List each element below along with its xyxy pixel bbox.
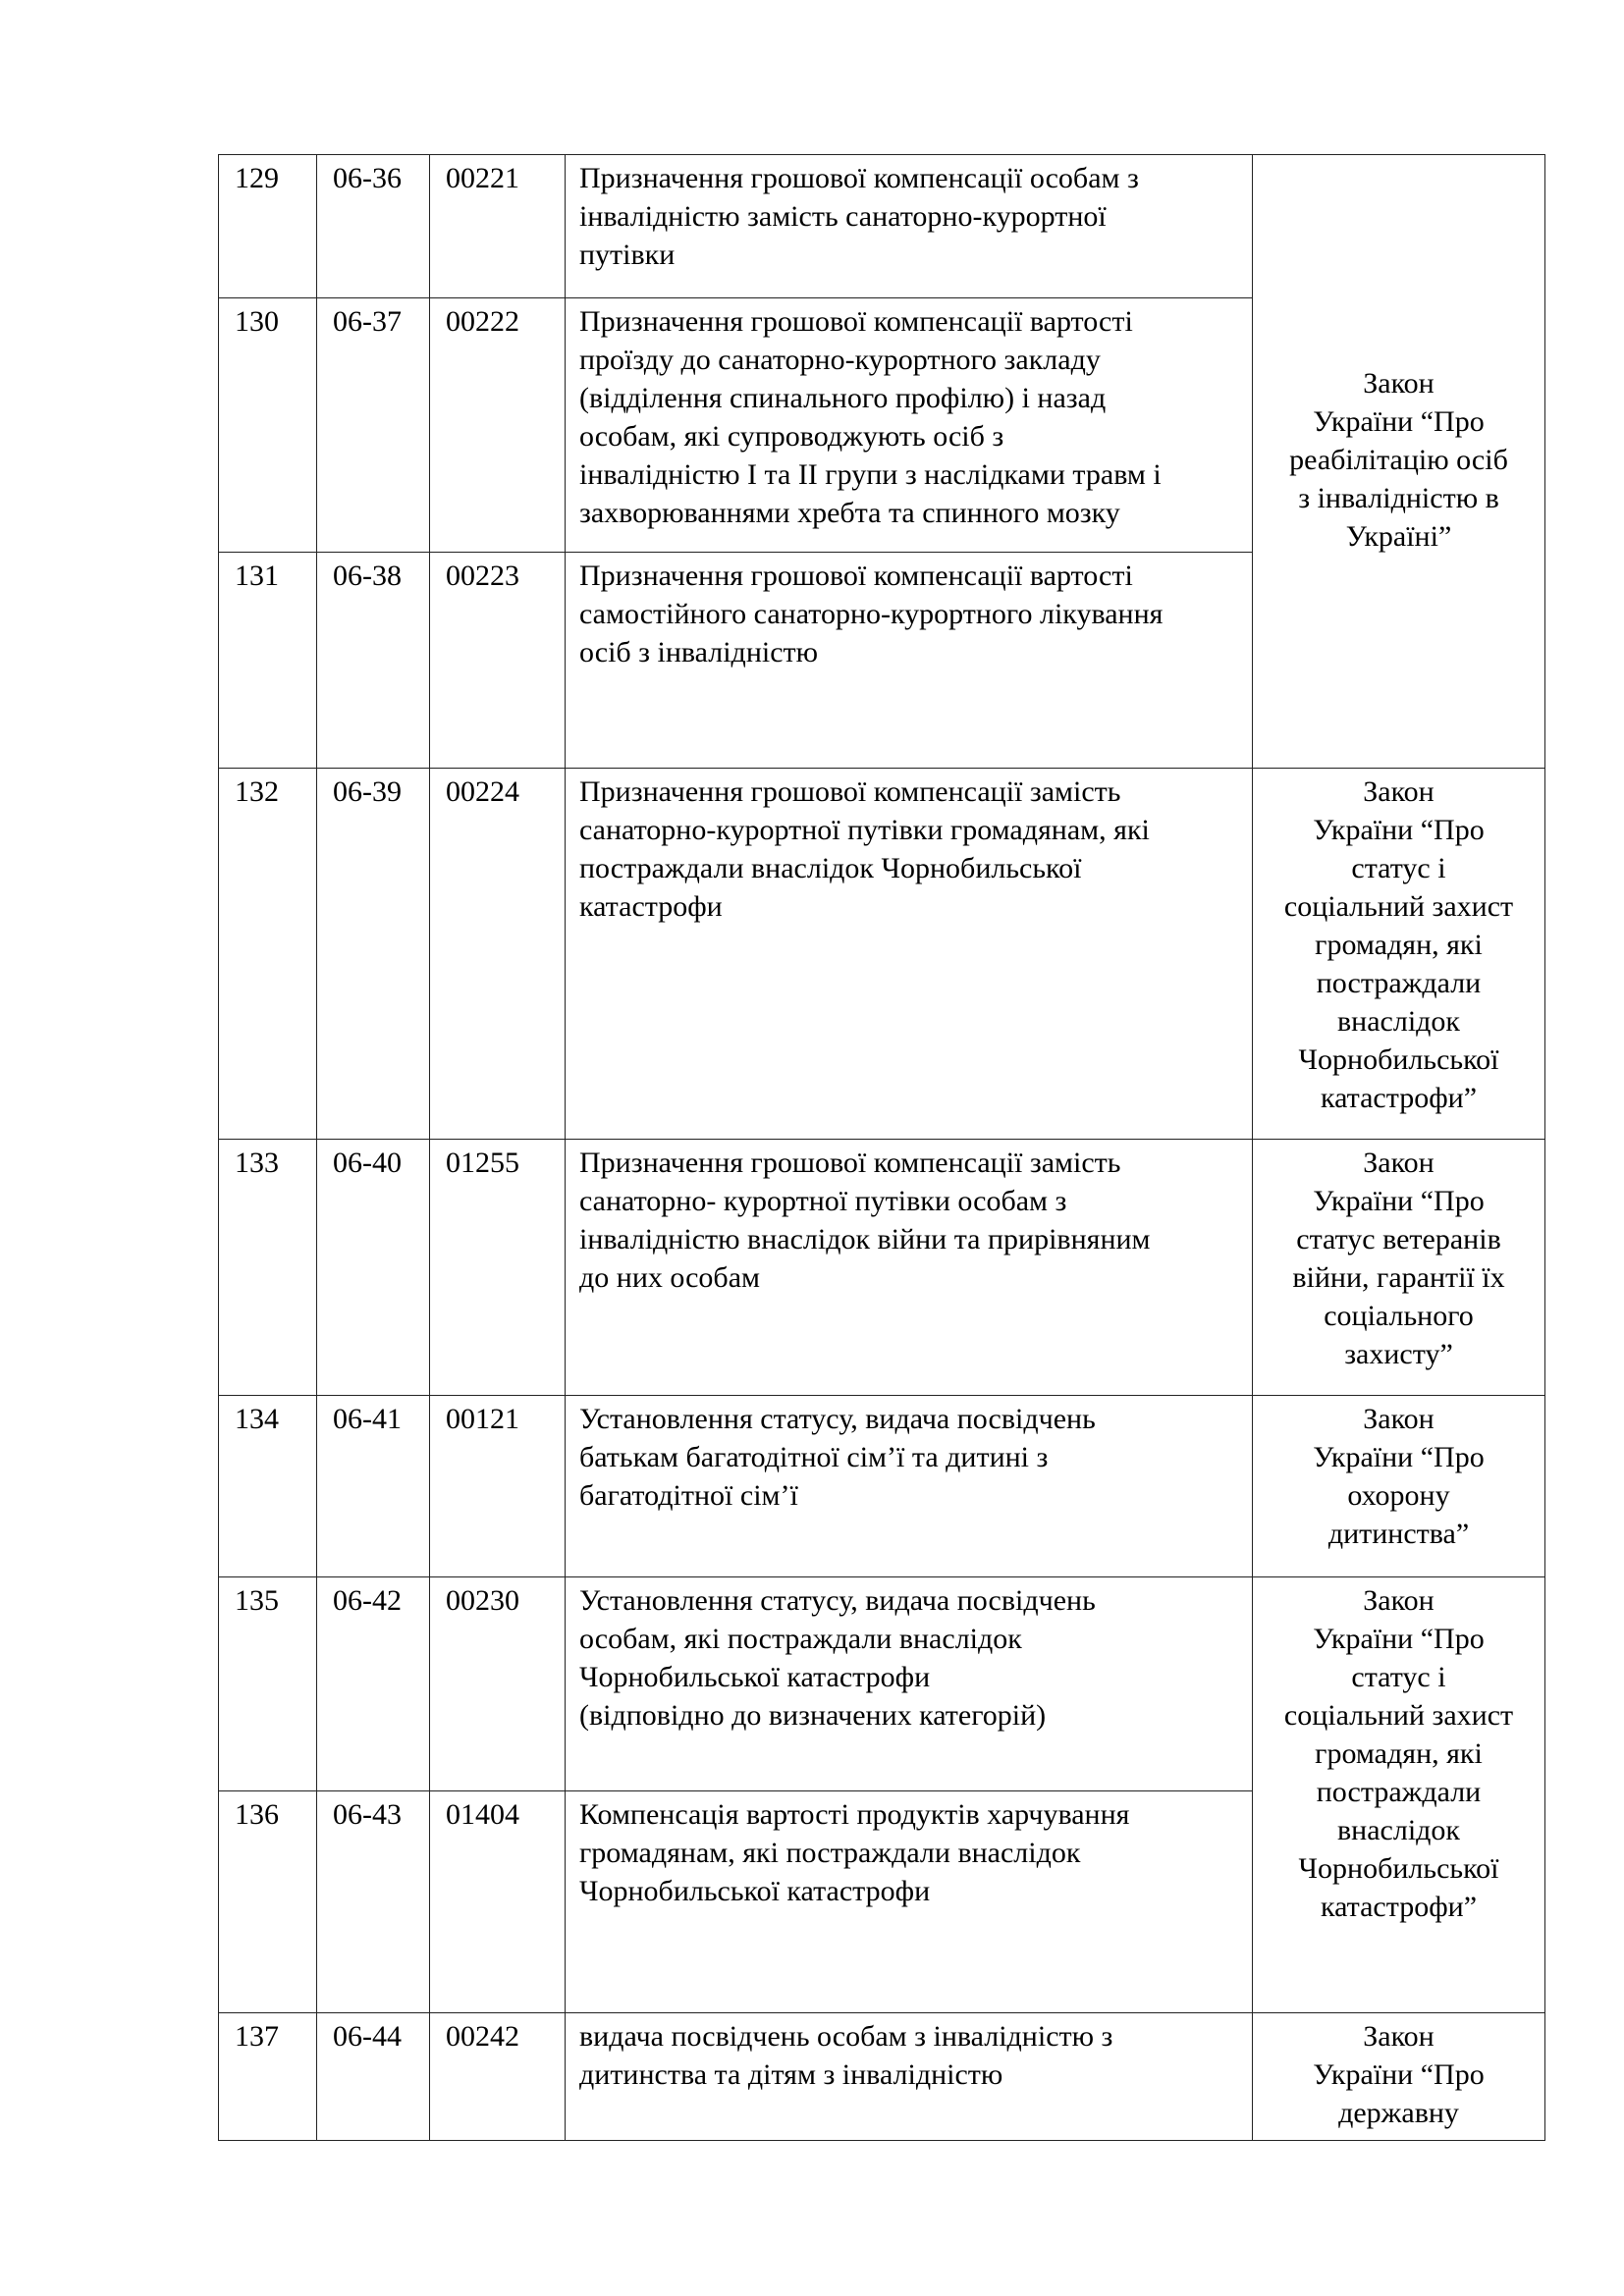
services-table (218, 154, 1545, 2141)
row-number: 132 (235, 775, 279, 808)
law-line: України “Про (1313, 814, 1485, 846)
description-line: Призначення грошової компенсації замість (579, 775, 1121, 808)
law-reference (1253, 1396, 1545, 1577)
service-id: 01404 (446, 1798, 519, 1831)
service-code-cell (317, 1396, 430, 1577)
service-id-cell (430, 1396, 566, 1577)
service-code: 06-39 (333, 775, 402, 808)
law-line: України “Про (1313, 1623, 1485, 1655)
law-reference (1253, 2013, 1545, 2141)
row-number: 134 (235, 1403, 279, 1435)
service-code-cell (317, 1140, 430, 1396)
table-row (219, 769, 1545, 1140)
law-line: катастрофи” (1320, 1891, 1478, 1923)
law-line: соціального (1324, 1300, 1474, 1332)
service-id-cell (430, 1577, 566, 1791)
service-id-cell (430, 2013, 566, 2141)
description-line: санаторно- курортної путівки особам з (579, 1185, 1067, 1217)
description-line: Призначення грошової компенсації вартості (579, 560, 1133, 592)
service-id: 00221 (446, 162, 519, 194)
law-line: катастрофи” (1320, 1082, 1478, 1114)
row-number: 130 (235, 305, 279, 338)
service-code: 06-36 (333, 162, 402, 194)
service-code-cell (317, 553, 430, 769)
row-number-cell (219, 1140, 317, 1396)
law-reference (1253, 1140, 1545, 1396)
service-id-cell (430, 155, 566, 298)
service-description (566, 155, 1253, 298)
description-line: санаторно-курортної путівки громадянам, які (579, 814, 1150, 846)
service-id: 00230 (446, 1584, 519, 1617)
law-line: дитинства” (1327, 1518, 1470, 1550)
table-row (219, 1140, 1545, 1396)
law-line: Закон (1363, 1584, 1435, 1617)
law-line: війни, гарантії їх (1292, 1261, 1505, 1294)
row-number: 135 (235, 1584, 279, 1617)
row-number-cell (219, 2013, 317, 2141)
service-code: 06-44 (333, 2020, 402, 2053)
description-line: осіб з інвалідністю (579, 636, 819, 668)
law-line: державну (1338, 2097, 1459, 2129)
description-line: Чорнобильської катастрофи (579, 1875, 931, 1907)
description-line: проїзду до санаторно-курортного закладу (579, 344, 1101, 376)
service-description (566, 1140, 1253, 1396)
description-line: інвалідністю внаслідок війни та прирівняним (579, 1223, 1151, 1255)
service-description (566, 1791, 1253, 2013)
law-line: Україні” (1345, 519, 1452, 553)
law-line: України “Про (1313, 2058, 1485, 2091)
description-line: Призначення грошової компенсації вартості (579, 305, 1133, 338)
description-line: видача посвідчень особам з інвалідністю з (579, 2020, 1113, 2053)
row-number-cell (219, 1577, 317, 1791)
law-line: соціальний захист (1283, 1699, 1514, 1732)
description-line: інвалідністю I та II групи з наслідками травм і (579, 458, 1162, 491)
table-row (219, 1577, 1545, 1791)
description-line: багатодітної сім’ї (579, 1479, 798, 1512)
row-number-cell (219, 769, 317, 1140)
law-line: Закон (1363, 1403, 1435, 1435)
row-number: 131 (235, 560, 279, 592)
law-line: громадян, які (1315, 929, 1483, 961)
law-line: Чорнобильської (1298, 1852, 1499, 1885)
description-line: (відділення спинального профілю) і назад (579, 382, 1107, 414)
row-number: 137 (235, 2020, 279, 2053)
service-description (566, 553, 1253, 769)
description-line: путівки (579, 239, 676, 271)
law-line: статус і (1351, 1661, 1446, 1693)
law-reference (1253, 155, 1545, 769)
law-line: внаслідок (1337, 1005, 1460, 1038)
table-row (219, 155, 1545, 298)
service-description (566, 1396, 1253, 1577)
description-line: Установлення статусу, видача посвідчень (579, 1584, 1096, 1617)
service-id: 00242 (446, 2020, 519, 2053)
service-id: 00224 (446, 775, 519, 808)
law-line: охорону (1347, 1479, 1450, 1512)
description-line: особам, які постраждали внаслідок (579, 1623, 1022, 1655)
service-description (566, 1577, 1253, 1791)
law-line: статус і (1351, 852, 1446, 884)
service-code-cell (317, 1791, 430, 2013)
description-line: самостійного санаторно-курортного лікування (579, 598, 1164, 630)
description-line: громадянам, які постраждали внаслідок (579, 1837, 1081, 1869)
law-line: України “Про (1313, 1441, 1485, 1473)
law-line: Закон (1363, 366, 1435, 400)
service-id-cell (430, 553, 566, 769)
service-id-cell (430, 769, 566, 1140)
row-number: 136 (235, 1798, 279, 1831)
service-description (566, 769, 1253, 1140)
service-id: 00223 (446, 560, 519, 592)
row-number-cell (219, 155, 317, 298)
service-code: 06-41 (333, 1403, 402, 1435)
description-line: інвалідністю замість санаторно-курортної (579, 200, 1107, 233)
description-line: захворюваннями хребта та спинного мозку (579, 497, 1120, 529)
table-row (219, 1396, 1545, 1577)
service-id-cell (430, 298, 566, 553)
law-line: реабілітацію осіб (1289, 443, 1508, 476)
description-line: катастрофи (579, 890, 723, 923)
service-code-cell (317, 1577, 430, 1791)
service-code-cell (317, 155, 430, 298)
description-line: Призначення грошової компенсації особам з (579, 162, 1139, 194)
row-number-cell (219, 553, 317, 769)
description-line: Чорнобильської катастрофи (579, 1661, 931, 1693)
law-line: громадян, які (1315, 1737, 1483, 1770)
service-code-cell (317, 298, 430, 553)
law-line: Закон (1363, 1147, 1435, 1179)
service-id-cell (430, 1791, 566, 2013)
row-number-cell (219, 298, 317, 553)
law-line: внаслідок (1337, 1814, 1460, 1846)
service-code: 06-42 (333, 1584, 402, 1617)
description-line: Призначення грошової компенсації замість (579, 1147, 1121, 1179)
service-code: 06-40 (333, 1147, 402, 1179)
law-line: Чорнобильської (1298, 1043, 1499, 1076)
description-line: постраждали внаслідок Чорнобильської (579, 852, 1082, 884)
service-code-cell (317, 2013, 430, 2141)
service-id: 00222 (446, 305, 519, 338)
service-id-cell (430, 1140, 566, 1396)
row-number: 133 (235, 1147, 279, 1179)
law-line: з інвалідністю в (1298, 481, 1499, 514)
service-code: 06-43 (333, 1798, 402, 1831)
law-line: соціальний захист (1283, 890, 1514, 923)
description-line: Установлення статусу, видача посвідчень (579, 1403, 1096, 1435)
law-line: Закон (1363, 2020, 1435, 2053)
law-line: статус ветеранів (1296, 1223, 1501, 1255)
description-line: до них особам (579, 1261, 760, 1294)
service-code: 06-38 (333, 560, 402, 592)
law-reference (1253, 769, 1545, 1140)
law-line: України “Про (1313, 404, 1485, 438)
row-number-cell (219, 1396, 317, 1577)
law-line: постраждали (1316, 967, 1482, 999)
description-line: дитинства та дітям з інвалідністю (579, 2058, 1003, 2091)
law-line: постраждали (1316, 1776, 1482, 1808)
description-line: (відповідно до визначених категорій) (579, 1699, 1047, 1732)
law-line: захисту” (1344, 1338, 1453, 1370)
service-code: 06-37 (333, 305, 402, 338)
description-line: батькам багатодітної сім’ї та дитині з (579, 1441, 1049, 1473)
service-code-cell (317, 769, 430, 1140)
service-id: 01255 (446, 1147, 519, 1179)
row-number-cell (219, 1791, 317, 2013)
table-row (219, 2013, 1545, 2141)
service-description (566, 298, 1253, 553)
row-number: 129 (235, 162, 279, 194)
description-line: особам, які супроводжують осіб з (579, 420, 1004, 453)
law-line: Закон (1363, 775, 1435, 808)
service-description (566, 2013, 1253, 2141)
law-reference (1253, 1577, 1545, 2013)
service-id: 00121 (446, 1403, 519, 1435)
description-line: Компенсація вартості продуктів харчування (579, 1798, 1130, 1831)
law-line: України “Про (1313, 1185, 1485, 1217)
